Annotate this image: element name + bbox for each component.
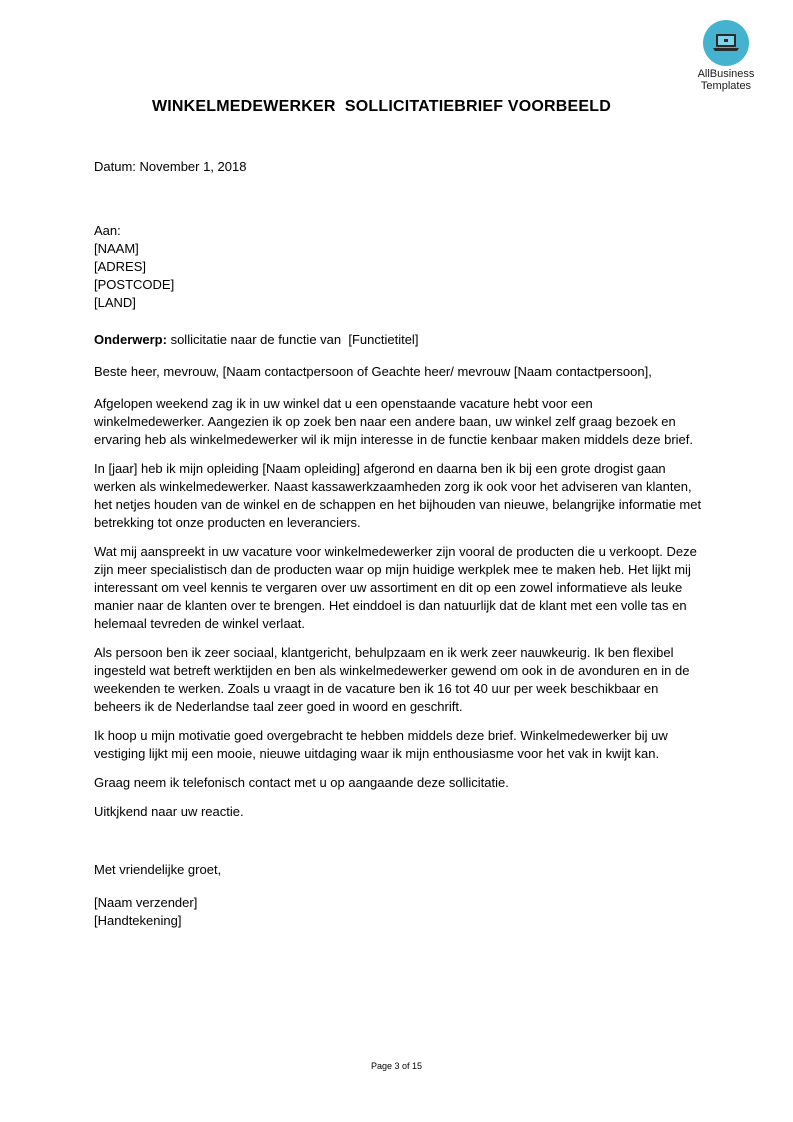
logo-badge (703, 20, 749, 66)
recipient-to: Aan: (94, 223, 121, 238)
paragraph-6: Graag neem ik telefonisch contact met u op aangaande deze sollicitatie. (94, 775, 509, 790)
signature-block (94, 894, 706, 930)
letter-body (94, 158, 706, 930)
paragraph-7: Uitkjkend naar uw reactie. (94, 804, 244, 819)
signature: [Handtekening] (94, 913, 182, 928)
paragraph-4: Als persoon ben ik zeer sociaal, klantgericht, behulpzaam en ik werk zeer nauwkeurig. Ik ben flexibel ingesteld wat betreft werktijden en ben als winkelmedewerker gewend om ook in de avonduren en in de weekenden te werken. Zoals u vraagt in de vacature ben ik 16 tot 40 uur per week beschikbaar en beheers ik de Nederlandse taal zeer goed in woord en geschrift. (94, 645, 690, 714)
paragraph-5: Ik hoop u mijn motivatie goed overgebracht te hebben middels deze brief. Winkelmedewerker bij uw vestiging lijkt mij een mooie, nieuwe uitdaging waar ik mijn enthousiasme voor het vak in kwijt kan. (94, 728, 668, 761)
logo-text (690, 68, 762, 92)
recipient-country: [LAND] (94, 295, 136, 310)
recipient-block (94, 222, 706, 312)
recipient-postcode: [POSTCODE] (94, 277, 175, 292)
sender-name: [Naam verzender] (94, 895, 198, 910)
paragraph-2: In [jaar] heb ik mijn opleiding [Naam opleiding] afgerond en daarna ben ik bij een grote drogist gaan werken als winkelmedewerker. Naast kassawerkzaamheden zorg ik ook voor het adviseren van klanten, het netjes houden van de winkel en de schappen en het bijhouden van nieuwe, belangrijke informatie met betrekking tot onze producten en leveranciers. (94, 461, 702, 530)
date-line: Datum: November 1, 2018 (94, 159, 247, 174)
subject-line (94, 331, 706, 349)
closing: Met vriendelijke groet, (94, 862, 222, 877)
logo-line1: AllBusiness (697, 68, 755, 80)
salutation: Beste heer, mevrouw, [Naam contactpersoon of Geachte heer/ mevrouw [Naam contactpersoon], (94, 364, 652, 379)
page-footer: Page 3 of 15 (370, 1061, 423, 1071)
recipient-address: [ADRES] (94, 259, 147, 274)
logo (690, 20, 762, 92)
recipient-name: [NAAM] (94, 241, 139, 256)
document-title (0, 98, 793, 116)
paragraph-3: Wat mij aanspreekt in uw vacature voor winkelmedewerker zijn vooral de producten die u verkoopt. Deze zijn meer specialistisch dan de producten waar op mijn huidige werkplek mee te maken heb. Het lijkt mij interessant om veel kennis te vergaren over uw assortiment en dit op een zowel informatieve als leuke manier naar de klanten over te brengen. Het einddoel is dan natuurlijk dat de klant met een volle tas en helemaal tevreden de winkel verlaat. (94, 544, 697, 631)
laptop-icon (711, 31, 741, 55)
subject-label: Onderwerp: (94, 332, 167, 347)
paragraph-1: Afgelopen weekend zag ik in uw winkel dat u een openstaande vacature hebt voor een winkelmedewerker. Aangezien ik op zoek ben naar een andere baan, uw winkel zelf graag bezoek en ervaring heb als winkelmedewerker wil ik mijn interesse in de functie kenbaar maken middels deze brief. (94, 396, 694, 447)
subject-text: sollicitatie naar de functie van [Functietitel] (166, 332, 419, 347)
title-text: WINKELMEDEWERKER SOLLICITATIEBRIEF VOORBEELD (151, 98, 612, 115)
logo-line2: Templates (700, 80, 752, 92)
